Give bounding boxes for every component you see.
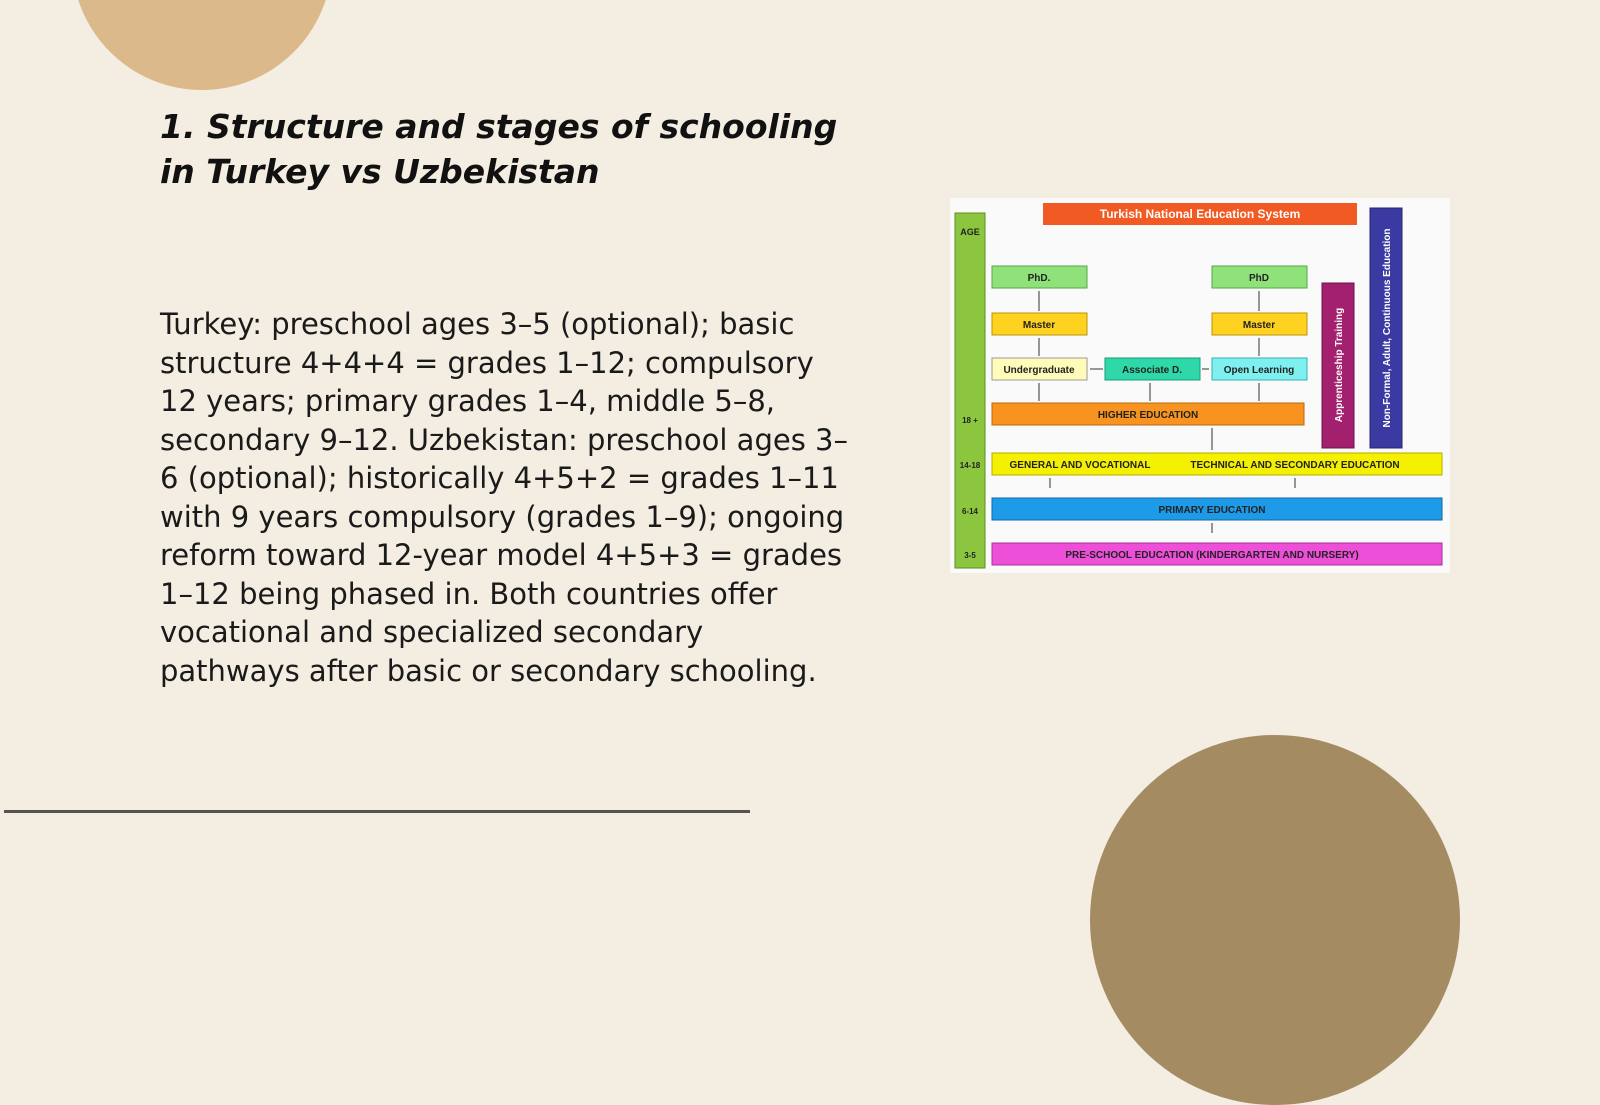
decorative-circle-bottom [1090,735,1460,1105]
general-vocational-label: GENERAL AND VOCATIONAL [1009,460,1151,471]
undergraduate-label: Undergraduate [1003,365,1075,376]
preschool-label: PRE-SCHOOL EDUCATION (KINDERGARTEN AND NURSERY) [1065,550,1359,561]
phd-label-right: PhD [1249,273,1269,284]
open-learning-label: Open Learning [1223,365,1295,376]
age-label-higher: 18 + [962,416,978,425]
age-label-secondary: 14-18 [959,461,981,470]
phd-label-left: PhD. [1027,273,1051,284]
divider-line [4,810,750,813]
diagram-title: Turkish National Education System [1099,207,1301,221]
master-label-right: Master [1242,320,1276,331]
slide-body-text: Turkey: preschool ages 3–5 (optional); basic structure 4+4+4 = grades 1–12; compulsory 12 years; primary grades 1–4, middle 5–8, secondary 9–12. Uzbekistan: preschool ages 3–6 (optional); historically 4+5+2 = grades 1–11 with 9 years compulsory (grades 1–9); ongoing reform toward 12-year model 4+5+3 = grades 1–12 being phased in. Both countries offer vocational and specialized secondary pathways after basic or secondary schooling. [160,307,848,688]
decorative-circle-top [72,0,332,90]
age-axis-label: AGE [960,227,980,237]
education-system-diagram [950,198,1450,573]
associate-label: Associate D. [1121,365,1183,376]
master-label-left: Master [1022,320,1056,331]
diagram-svg [950,198,1450,573]
apprenticeship-label: Apprenticeship Training [1334,307,1345,423]
nonformal-label: Non-Formal, Adult, Continuous Education [1382,228,1393,428]
age-label-preschool: 3-5 [964,551,976,560]
slide-title: 1. Structure and stages of schooling in Turkey vs Uzbekistan [160,107,838,191]
technical-secondary-label: TECHNICAL AND SECONDARY EDUCATION [1190,460,1400,471]
age-label-primary: 6-14 [961,507,979,516]
primary-label: PRIMARY EDUCATION [1158,505,1266,516]
higher-education-label: HIGHER EDUCATION [1097,410,1199,421]
